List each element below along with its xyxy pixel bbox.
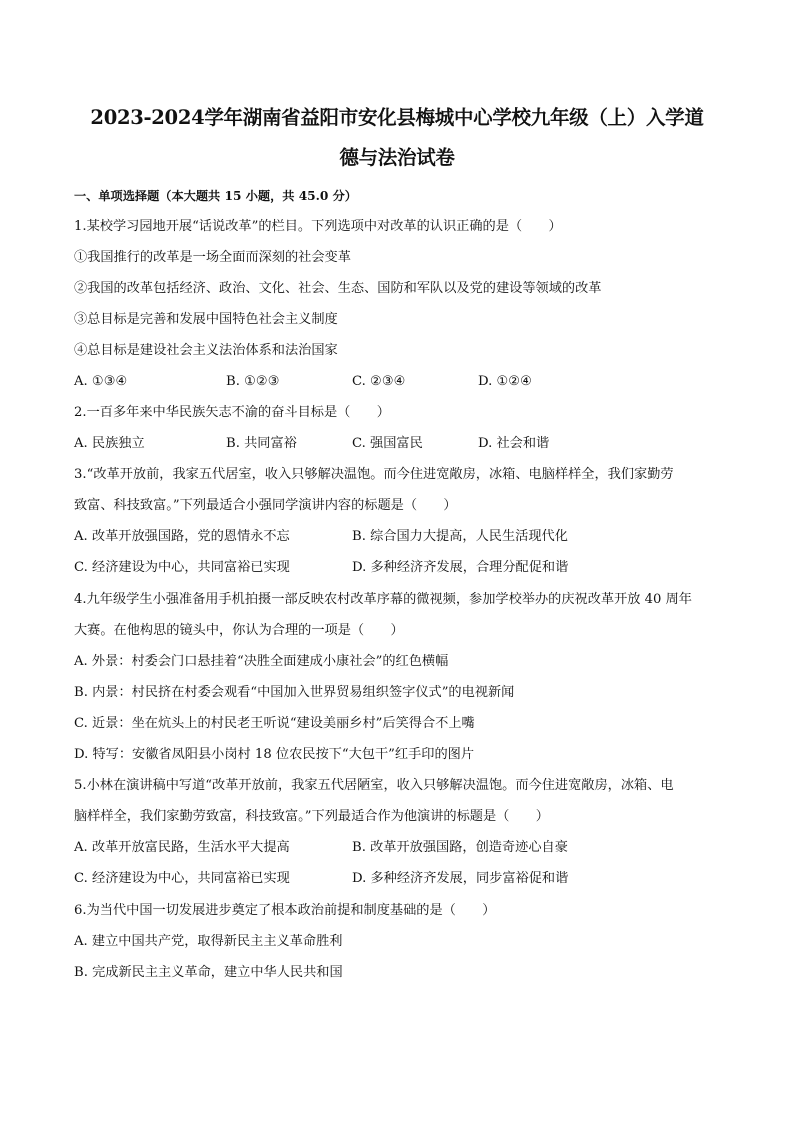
question-1-option-b: B. ①②③ — [226, 374, 280, 389]
question-2-option-b: B. 共同富裕 — [226, 436, 297, 451]
question-1-statement-4: ④总目标是建设社会主义法治体系和法治国家 — [74, 343, 338, 358]
question-3-stem-line1: 3.“改革开放前，我家五代居室，收入只够解决温饱。而今住进宽敞房，冰箱、电脑样样全，我们家勤劳 — [74, 467, 674, 482]
question-3-option-a: A. 改革开放强国路，党的恩情永不忘 — [74, 529, 290, 544]
question-6-stem: 6.为当代中国一切发展进步奠定了根本政治前提和制度基础的是（ ） — [74, 903, 496, 918]
question-4-stem-line1: 4.九年级学生小强准备用手机拍摄一部反映农村改革序幕的微视频，参加学校举办的庆祝改革开放 40 周年 — [74, 592, 692, 607]
question-1-stem: 1.某校学习园地开展“话说改革”的栏目。下列选项中对改革的认识正确的是（ ） — [74, 219, 562, 234]
exam-title-line1: 2023-2024学年湖南省益阳市安化县梅城中心学校九年级（上）入学道 — [90, 106, 704, 129]
question-1-statement-1: ①我国推行的改革是一场全面而深刻的社会变革 — [74, 250, 351, 265]
question-3-option-c: C. 经济建设为中心，共同富裕已实现 — [74, 560, 290, 575]
question-4-stem-line2: 大赛。在他构思的镜头中，你认为合理的一项是（ ） — [74, 623, 404, 638]
question-1-option-c: C. ②③④ — [352, 374, 406, 389]
question-2-option-d: D. 社会和谐 — [478, 436, 550, 451]
question-5-stem-line2: 脑样样全，我们家勤劳致富，科技致富。”下列最适合作为他演讲的标题是（ ） — [74, 809, 549, 824]
question-5-option-a: A. 改革开放富民路，生活水平大提高 — [74, 840, 290, 855]
question-4-option-a: A. 外景：村委会门口悬挂着“决胜全面建成小康社会”的红色横幅 — [74, 654, 449, 669]
question-6-option-b: B. 完成新民主主义革命，建立中华人民共和国 — [74, 965, 343, 980]
question-2-option-a: A. 民族独立 — [74, 436, 145, 451]
question-3-option-d: D. 多种经济齐发展，合理分配促和谐 — [352, 560, 569, 575]
section-heading: 一、单项选择题（本大题共 15 小题，共 45.0 分） — [74, 189, 357, 203]
question-4-option-d: D. 特写：安徽省凤阳县小岗村 18 位农民按下“大包干”红手印的图片 — [74, 747, 475, 762]
question-4-option-c: C. 近景：坐在炕头上的村民老王听说“建设美丽乡村”后笑得合不上嘴 — [74, 716, 475, 731]
question-3-option-b: B. 综合国力大提高，人民生活现代化 — [352, 529, 568, 544]
question-2-stem: 2.一百多年来中华民族矢志不渝的奋斗目标是（ ） — [74, 405, 390, 420]
question-5-option-b: B. 改革开放强国路，创造奇迹心自豪 — [352, 840, 568, 855]
question-5-stem-line1: 5.小林在演讲稿中写道“改革开放前，我家五代居陋室，收入只够解决温饱。而今住进宽敞房，冰箱、电 — [74, 778, 674, 793]
exam-title-line2: 德与法治试卷 — [339, 146, 455, 169]
question-3-stem-line2: 致富、科技致富。”下列最适合小强同学演讲内容的标题是（ ） — [74, 498, 457, 513]
question-4-option-b: B. 内景：村民挤在村委会观看“中国加入世界贸易组织签字仪式”的电视新闻 — [74, 685, 515, 700]
question-1-option-a: A. ①③④ — [74, 374, 128, 389]
question-5-option-c: C. 经济建设为中心，共同富裕已实现 — [74, 871, 290, 886]
question-5-option-d: D. 多种经济齐发展，同步富裕促和谐 — [352, 871, 569, 886]
question-2-option-c: C. 强国富民 — [352, 436, 423, 451]
question-1-option-d: D. ①②④ — [478, 374, 532, 389]
question-6-option-a: A. 建立中国共产党，取得新民主主义革命胜利 — [74, 934, 343, 949]
question-1-statement-3: ③总目标是完善和发展中国特色社会主义制度 — [74, 312, 338, 327]
question-1-statement-2: ②我国的改革包括经济、政治、文化、社会、生态、国防和军队以及党的建设等领域的改革 — [74, 281, 602, 296]
